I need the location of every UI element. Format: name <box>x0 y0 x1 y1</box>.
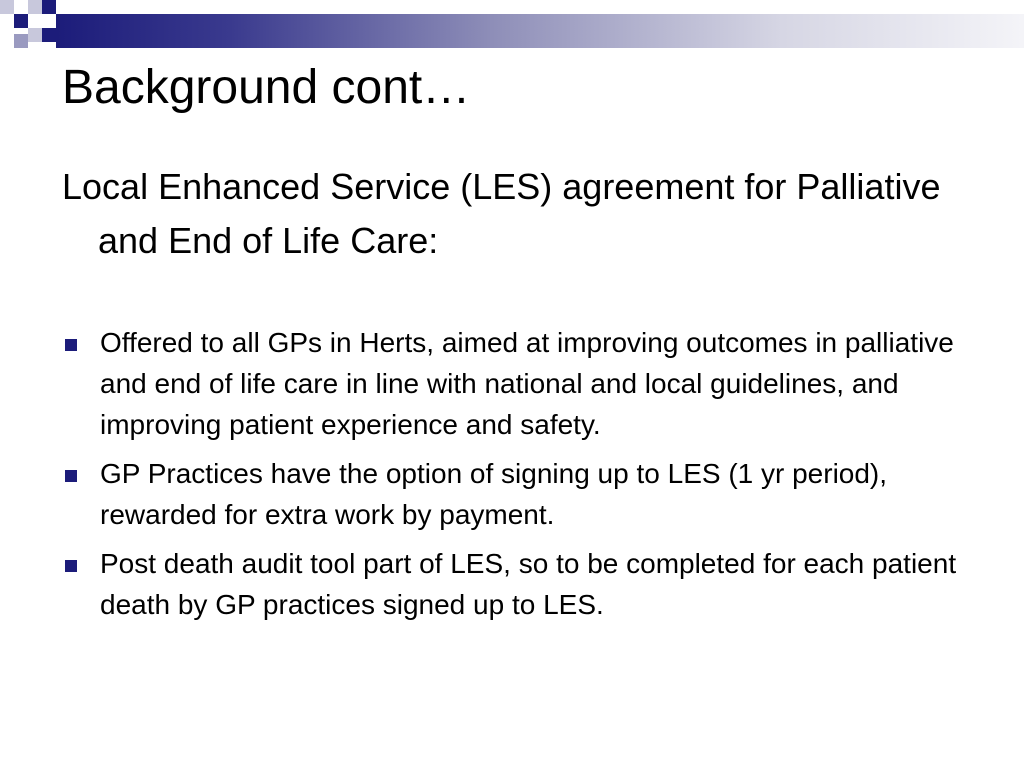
slide-title: Background cont… <box>62 61 471 114</box>
decor-square <box>42 28 56 42</box>
decor-square <box>14 14 28 28</box>
slide-subheading: Local Enhanced Service (LES) agreement for Palliative and End of Life Care: <box>62 166 941 261</box>
bullet-text: Offered to all GPs in Herts, aimed at improving outcomes in palliative and end of life care in line with national and local guidelines, and improving patient experience and safety. <box>100 327 954 440</box>
square-bullet-icon <box>65 339 77 351</box>
square-bullet-icon <box>65 470 77 482</box>
bullet-text: Post death audit tool part of LES, so to be completed for each patient death by GP practices signed up to LES. <box>100 548 957 620</box>
decor-square <box>28 28 42 42</box>
bullet-list <box>62 322 962 633</box>
decor-square <box>14 34 28 48</box>
bullet-item <box>62 322 962 445</box>
bullet-text: GP Practices have the option of signing up to LES (1 yr period), rewarded for extra work by payment. <box>100 458 888 530</box>
square-bullet-icon <box>65 560 77 572</box>
bullet-item <box>62 543 962 625</box>
decor-square <box>0 28 14 42</box>
header-gradient-bar <box>56 14 1024 48</box>
bullet-item <box>62 453 962 535</box>
decor-square <box>28 0 42 14</box>
decor-square <box>0 0 14 14</box>
decor-square <box>42 0 56 14</box>
